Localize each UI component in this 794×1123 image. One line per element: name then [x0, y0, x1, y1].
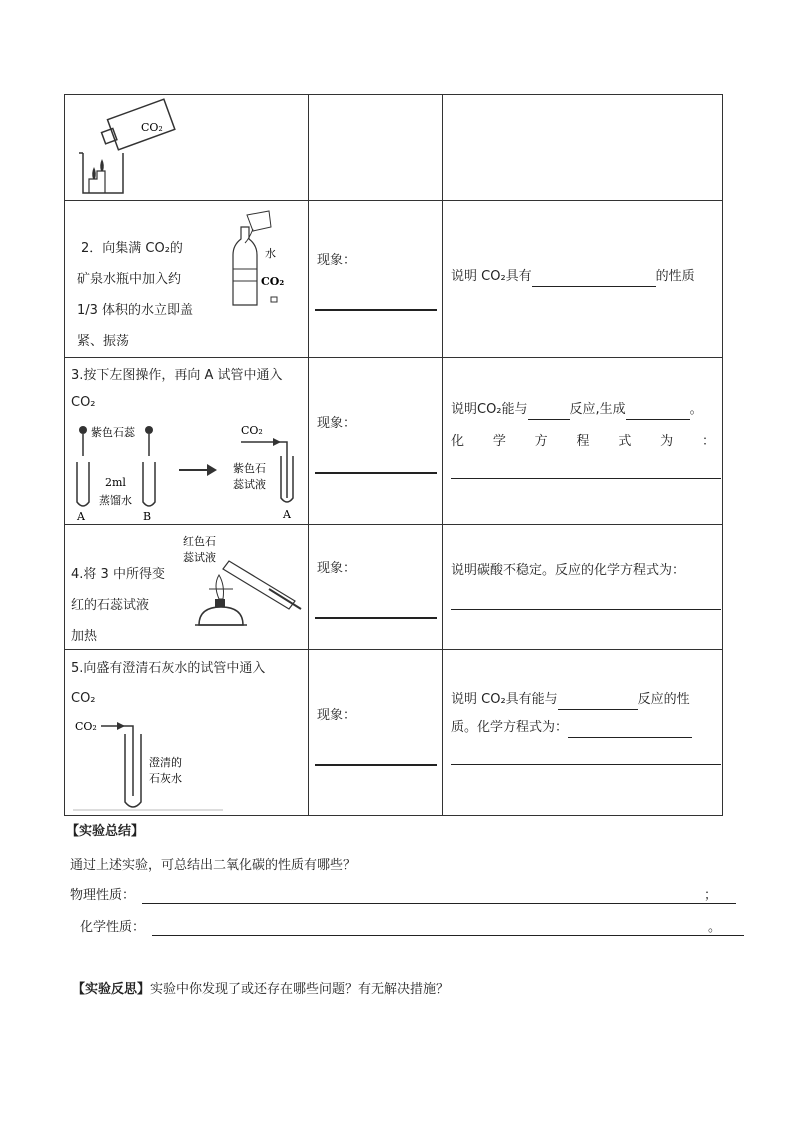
fill-blank[interactable]: [528, 405, 570, 420]
phenomenon-label: 现象：: [317, 561, 357, 576]
image-red-litmus-l1: 红色石: [183, 535, 216, 548]
answer-line[interactable]: [451, 609, 721, 610]
conclusion-text: 说明 CO₂具有 的性质: [451, 267, 695, 287]
chemical-end-mark: 。: [708, 920, 722, 935]
image-co2-label: CO₂: [241, 424, 263, 437]
image-purple-litmus-l1: 紫色石: [233, 462, 266, 475]
phenomenon-label: 现象：: [317, 416, 357, 431]
conclusion-cell: [443, 201, 723, 358]
phenomenon-cell: [309, 358, 443, 525]
fill-blank[interactable]: [568, 723, 692, 738]
image-red-litmus-l2: 蕊试液: [183, 551, 216, 564]
image-limewater-l2: 石灰水: [149, 772, 182, 785]
summary-question: 通过上述实验，可总结出二氧化碳的性质有哪些？: [70, 858, 357, 873]
answer-line[interactable]: [315, 309, 437, 311]
step-4-text: 4.将 3 中所得变 红的石蕊试液 加热: [71, 567, 165, 644]
heating-illustration: [169, 529, 309, 639]
pour-co2-illustration: [75, 101, 195, 201]
table-row: [65, 525, 723, 650]
step-2-text: 2．向集满 CO₂的 矿泉水瓶中加入约 1/3 体积的水立即盖 紧、振荡: [77, 241, 194, 349]
reflection: [72, 980, 449, 1000]
reflection-title: 【实验反思】: [72, 982, 151, 997]
chemical-properties-line[interactable]: [152, 935, 744, 936]
answer-line[interactable]: [315, 472, 437, 474]
litmus-illustration: [69, 420, 305, 522]
conclusion-cell: [443, 525, 723, 650]
step-cell: [65, 358, 309, 525]
conclusion-cell: [443, 95, 723, 201]
limewater-illustration: [71, 716, 231, 812]
image-co2-label: CO₂: [261, 275, 285, 288]
image-b-label: B: [143, 510, 152, 523]
image-a2-label: A: [283, 508, 291, 521]
equation-label: 化 学 方 程 式 为 ：: [451, 434, 715, 449]
phenomenon-cell: [309, 201, 443, 358]
answer-line[interactable]: [315, 617, 437, 619]
conclusion-text: 说明碳酸不稳定。反应的化学方程式为：: [451, 563, 686, 578]
table-row: [65, 358, 723, 525]
conclusion-cell: [443, 358, 723, 525]
experiment-table: [64, 94, 723, 816]
chemical-properties-label: 化学性质：: [80, 920, 146, 935]
answer-line[interactable]: [315, 764, 437, 766]
phenomenon-cell: [309, 525, 443, 650]
reflection-question: 实验中你发现了或还存在哪些问题？有无解决措施？: [150, 982, 450, 997]
conclusion-text: 说明CO₂能与 反应,生成 。: [451, 400, 703, 420]
step-3-text: 3.按下左图操作，再向 A 试管中通入 CO₂: [71, 368, 283, 410]
step-cell: [65, 95, 309, 201]
image-a-label: A: [77, 510, 85, 523]
table-row: [65, 95, 723, 201]
fill-blank[interactable]: [532, 272, 656, 287]
image-purple-litmus-l2: 蕊试液: [233, 478, 266, 491]
step-cell: [65, 650, 309, 816]
fill-blank[interactable]: [626, 405, 690, 420]
physical-properties-line[interactable]: [142, 903, 736, 904]
step-cell: [65, 201, 309, 358]
answer-line[interactable]: [451, 478, 721, 479]
phenomenon-label: 现象：: [317, 253, 357, 268]
conclusion-cell: [443, 650, 723, 816]
fill-blank[interactable]: [558, 695, 638, 710]
image-purple-litmus-label: 紫色石蕊: [91, 426, 135, 439]
physical-properties-label: 物理性质：: [70, 888, 136, 903]
phenomenon-label: 现象：: [317, 708, 357, 723]
image-limewater-l1: 澄清的: [149, 756, 182, 769]
image-water-label: 水: [265, 247, 276, 260]
table-row: [65, 201, 723, 358]
image-co2-label: CO₂: [75, 720, 97, 733]
phenomenon-cell: [309, 650, 443, 816]
answer-line[interactable]: [451, 764, 721, 765]
image-2ml-label: 2ml: [105, 476, 126, 489]
summary-title: 【实验总结】: [66, 824, 145, 839]
phenomenon-cell: [309, 95, 443, 201]
image-co2-label: CO₂: [141, 121, 163, 134]
step-5-text: 5.向盛有澄清石灰水的试管中通入 CO₂: [71, 661, 266, 706]
table-row: [65, 650, 723, 816]
step-cell: [65, 525, 309, 650]
conclusion-text-2: 质。化学方程式为：: [451, 718, 692, 738]
bottle-illustration: [223, 209, 313, 309]
conclusion-text: 说明 CO₂具有能与 反应的性: [451, 690, 690, 710]
image-water-label: 蒸馏水: [99, 494, 132, 507]
physical-end-mark: ；: [704, 888, 718, 903]
